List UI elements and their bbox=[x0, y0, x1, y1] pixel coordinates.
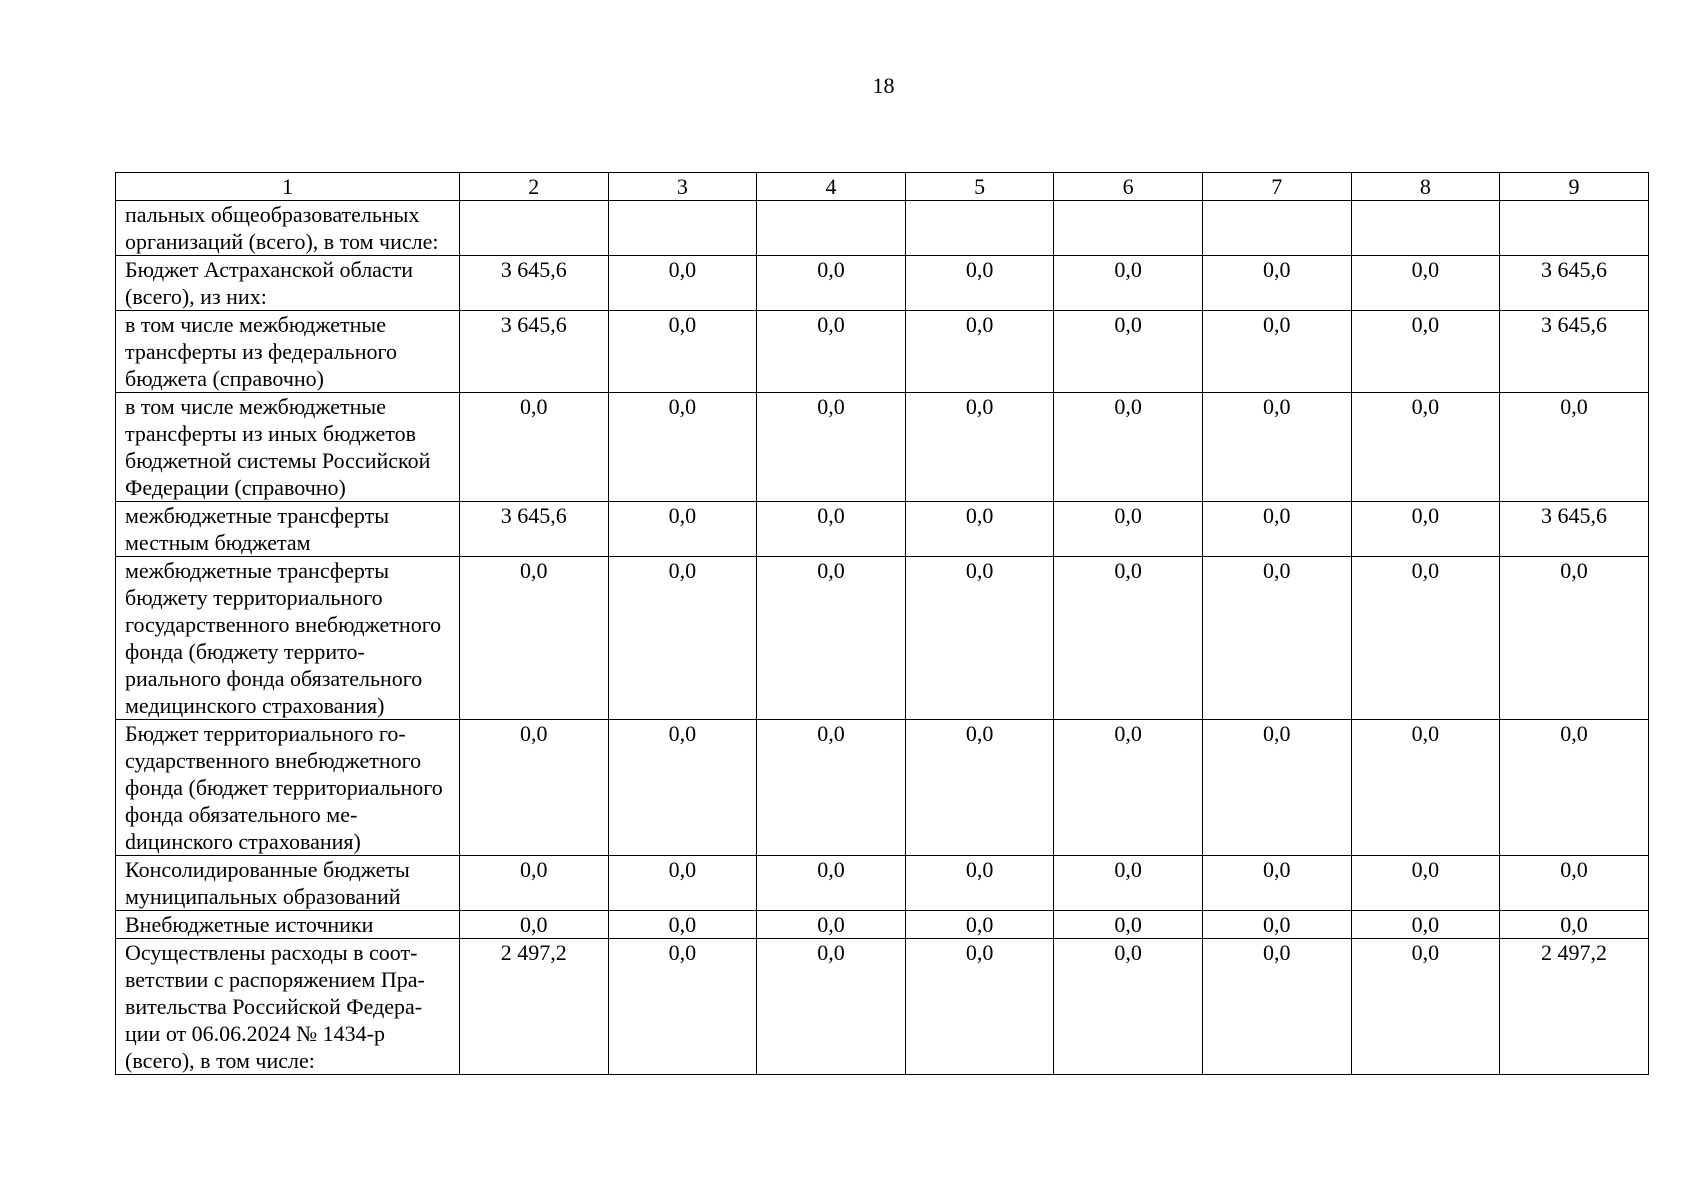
value-cell: 0,0 bbox=[1351, 393, 1500, 502]
value-cell: 0,0 bbox=[1202, 256, 1351, 311]
table-row bbox=[116, 502, 1649, 557]
value-cell: 3 645,6 bbox=[1500, 311, 1649, 393]
value-cell: 0,0 bbox=[757, 256, 906, 311]
row-label: Осуществлены расходы в соответствии с распоряжением Правительства Российской Федерации от 06.06.2024 № 1434-р (всего), в том числе: bbox=[116, 939, 460, 1075]
column-number: 6 bbox=[1054, 173, 1203, 201]
value-cell: 0,0 bbox=[1202, 393, 1351, 502]
value-cell: 0,0 bbox=[1202, 939, 1351, 1075]
value-cell: 0,0 bbox=[608, 720, 757, 856]
value-cell bbox=[1202, 201, 1351, 256]
table-row bbox=[116, 256, 1649, 311]
value-cell: 0,0 bbox=[1351, 311, 1500, 393]
value-cell: 0,0 bbox=[608, 502, 757, 557]
value-cell: 0,0 bbox=[608, 256, 757, 311]
table-row bbox=[116, 911, 1649, 939]
table-row bbox=[116, 939, 1649, 1075]
value-cell: 0,0 bbox=[1202, 720, 1351, 856]
value-cell: 0,0 bbox=[460, 557, 609, 720]
value-cell: 0,0 bbox=[460, 393, 609, 502]
value-cell bbox=[1500, 201, 1649, 256]
row-label: пальных общеобразовательных организаций (всего), в том числе: bbox=[116, 201, 460, 256]
value-cell: 0,0 bbox=[905, 911, 1054, 939]
value-cell: 0,0 bbox=[1500, 720, 1649, 856]
column-number: 1 bbox=[116, 173, 460, 201]
value-cell: 0,0 bbox=[1351, 856, 1500, 911]
value-cell: 0,0 bbox=[1351, 720, 1500, 856]
value-cell bbox=[905, 201, 1054, 256]
table-row bbox=[116, 393, 1649, 502]
value-cell: 0,0 bbox=[905, 557, 1054, 720]
value-cell: 0,0 bbox=[1054, 856, 1203, 911]
value-cell: 3 645,6 bbox=[460, 311, 609, 393]
value-cell: 0,0 bbox=[1202, 911, 1351, 939]
value-cell bbox=[460, 201, 609, 256]
value-cell: 0,0 bbox=[608, 311, 757, 393]
value-cell: 0,0 bbox=[905, 720, 1054, 856]
value-cell bbox=[1351, 201, 1500, 256]
value-cell: 3 645,6 bbox=[1500, 502, 1649, 557]
value-cell: 0,0 bbox=[1202, 856, 1351, 911]
table-row bbox=[116, 201, 1649, 256]
table-row bbox=[116, 720, 1649, 856]
column-number-row bbox=[116, 173, 1649, 201]
column-number: 8 bbox=[1351, 173, 1500, 201]
value-cell: 0,0 bbox=[1351, 256, 1500, 311]
value-cell: 0,0 bbox=[757, 720, 906, 856]
value-cell: 3 645,6 bbox=[460, 256, 609, 311]
value-cell: 0,0 bbox=[1054, 256, 1203, 311]
value-cell: 0,0 bbox=[460, 911, 609, 939]
value-cell: 0,0 bbox=[608, 911, 757, 939]
budget-table bbox=[115, 172, 1649, 1075]
value-cell: 0,0 bbox=[757, 311, 906, 393]
value-cell: 0,0 bbox=[1351, 939, 1500, 1075]
value-cell: 0,0 bbox=[1202, 557, 1351, 720]
budget-table-body bbox=[116, 173, 1649, 1075]
row-label: межбюджетные трансферты местным бюджетам bbox=[116, 502, 460, 557]
table-row bbox=[116, 557, 1649, 720]
row-label: в том числе межбюджетные трансферты из иных бюджетов бюджетной системы Российской Федерации (справочно) bbox=[116, 393, 460, 502]
value-cell: 0,0 bbox=[608, 557, 757, 720]
column-number: 7 bbox=[1202, 173, 1351, 201]
row-label: в том числе межбюджетные трансферты из федерального бюджета (справочно) bbox=[116, 311, 460, 393]
value-cell: 0,0 bbox=[1500, 393, 1649, 502]
table-row bbox=[116, 856, 1649, 911]
value-cell: 0,0 bbox=[1500, 911, 1649, 939]
value-cell: 0,0 bbox=[1500, 557, 1649, 720]
row-label: Консолидированные бюджеты муниципальных образований bbox=[116, 856, 460, 911]
value-cell: 2 497,2 bbox=[460, 939, 609, 1075]
value-cell: 0,0 bbox=[1054, 311, 1203, 393]
value-cell: 0,0 bbox=[1351, 557, 1500, 720]
value-cell: 0,0 bbox=[1202, 311, 1351, 393]
value-cell: 0,0 bbox=[905, 311, 1054, 393]
row-label: Внебюджетные источники bbox=[116, 911, 460, 939]
value-cell: 0,0 bbox=[1202, 502, 1351, 557]
value-cell: 0,0 bbox=[757, 939, 906, 1075]
value-cell: 0,0 bbox=[608, 939, 757, 1075]
value-cell: 3 645,6 bbox=[460, 502, 609, 557]
column-number: 9 bbox=[1500, 173, 1649, 201]
column-number: 5 bbox=[905, 173, 1054, 201]
page-number: 18 bbox=[872, 73, 895, 98]
value-cell: 0,0 bbox=[1054, 502, 1203, 557]
value-cell: 0,0 bbox=[460, 856, 609, 911]
value-cell: 0,0 bbox=[757, 557, 906, 720]
value-cell: 0,0 bbox=[1054, 393, 1203, 502]
value-cell: 0,0 bbox=[1054, 911, 1203, 939]
table-row bbox=[116, 311, 1649, 393]
value-cell: 0,0 bbox=[905, 502, 1054, 557]
column-number: 3 bbox=[608, 173, 757, 201]
value-cell: 0,0 bbox=[757, 911, 906, 939]
value-cell: 0,0 bbox=[1500, 856, 1649, 911]
value-cell: 0,0 bbox=[905, 393, 1054, 502]
value-cell: 0,0 bbox=[757, 393, 906, 502]
column-number: 2 bbox=[460, 173, 609, 201]
value-cell: 0,0 bbox=[608, 393, 757, 502]
value-cell: 0,0 bbox=[1351, 502, 1500, 557]
value-cell: 0,0 bbox=[757, 502, 906, 557]
column-number: 4 bbox=[757, 173, 906, 201]
value-cell: 0,0 bbox=[905, 256, 1054, 311]
value-cell: 0,0 bbox=[1351, 911, 1500, 939]
value-cell bbox=[608, 201, 757, 256]
value-cell: 0,0 bbox=[905, 939, 1054, 1075]
value-cell: 0,0 bbox=[1054, 939, 1203, 1075]
value-cell bbox=[757, 201, 906, 256]
value-cell: 0,0 bbox=[757, 856, 906, 911]
value-cell bbox=[1054, 201, 1203, 256]
value-cell: 0,0 bbox=[905, 856, 1054, 911]
value-cell: 0,0 bbox=[1054, 720, 1203, 856]
value-cell: 2 497,2 bbox=[1500, 939, 1649, 1075]
value-cell: 3 645,6 bbox=[1500, 256, 1649, 311]
row-label: Бюджет территориального государственного внебюджетного фонда (бюджет территориального фонда обязательного меdицинского страхования) bbox=[116, 720, 460, 856]
value-cell: 0,0 bbox=[1054, 557, 1203, 720]
row-label: Бюджет Астраханской области (всего), из них: bbox=[116, 256, 460, 311]
value-cell: 0,0 bbox=[460, 720, 609, 856]
row-label: межбюджетные трансферты бюджету территориального государственного внебюджетного фонда (бюджету территориального фонда обязательного медицинского страхования) bbox=[116, 557, 460, 720]
value-cell: 0,0 bbox=[608, 856, 757, 911]
